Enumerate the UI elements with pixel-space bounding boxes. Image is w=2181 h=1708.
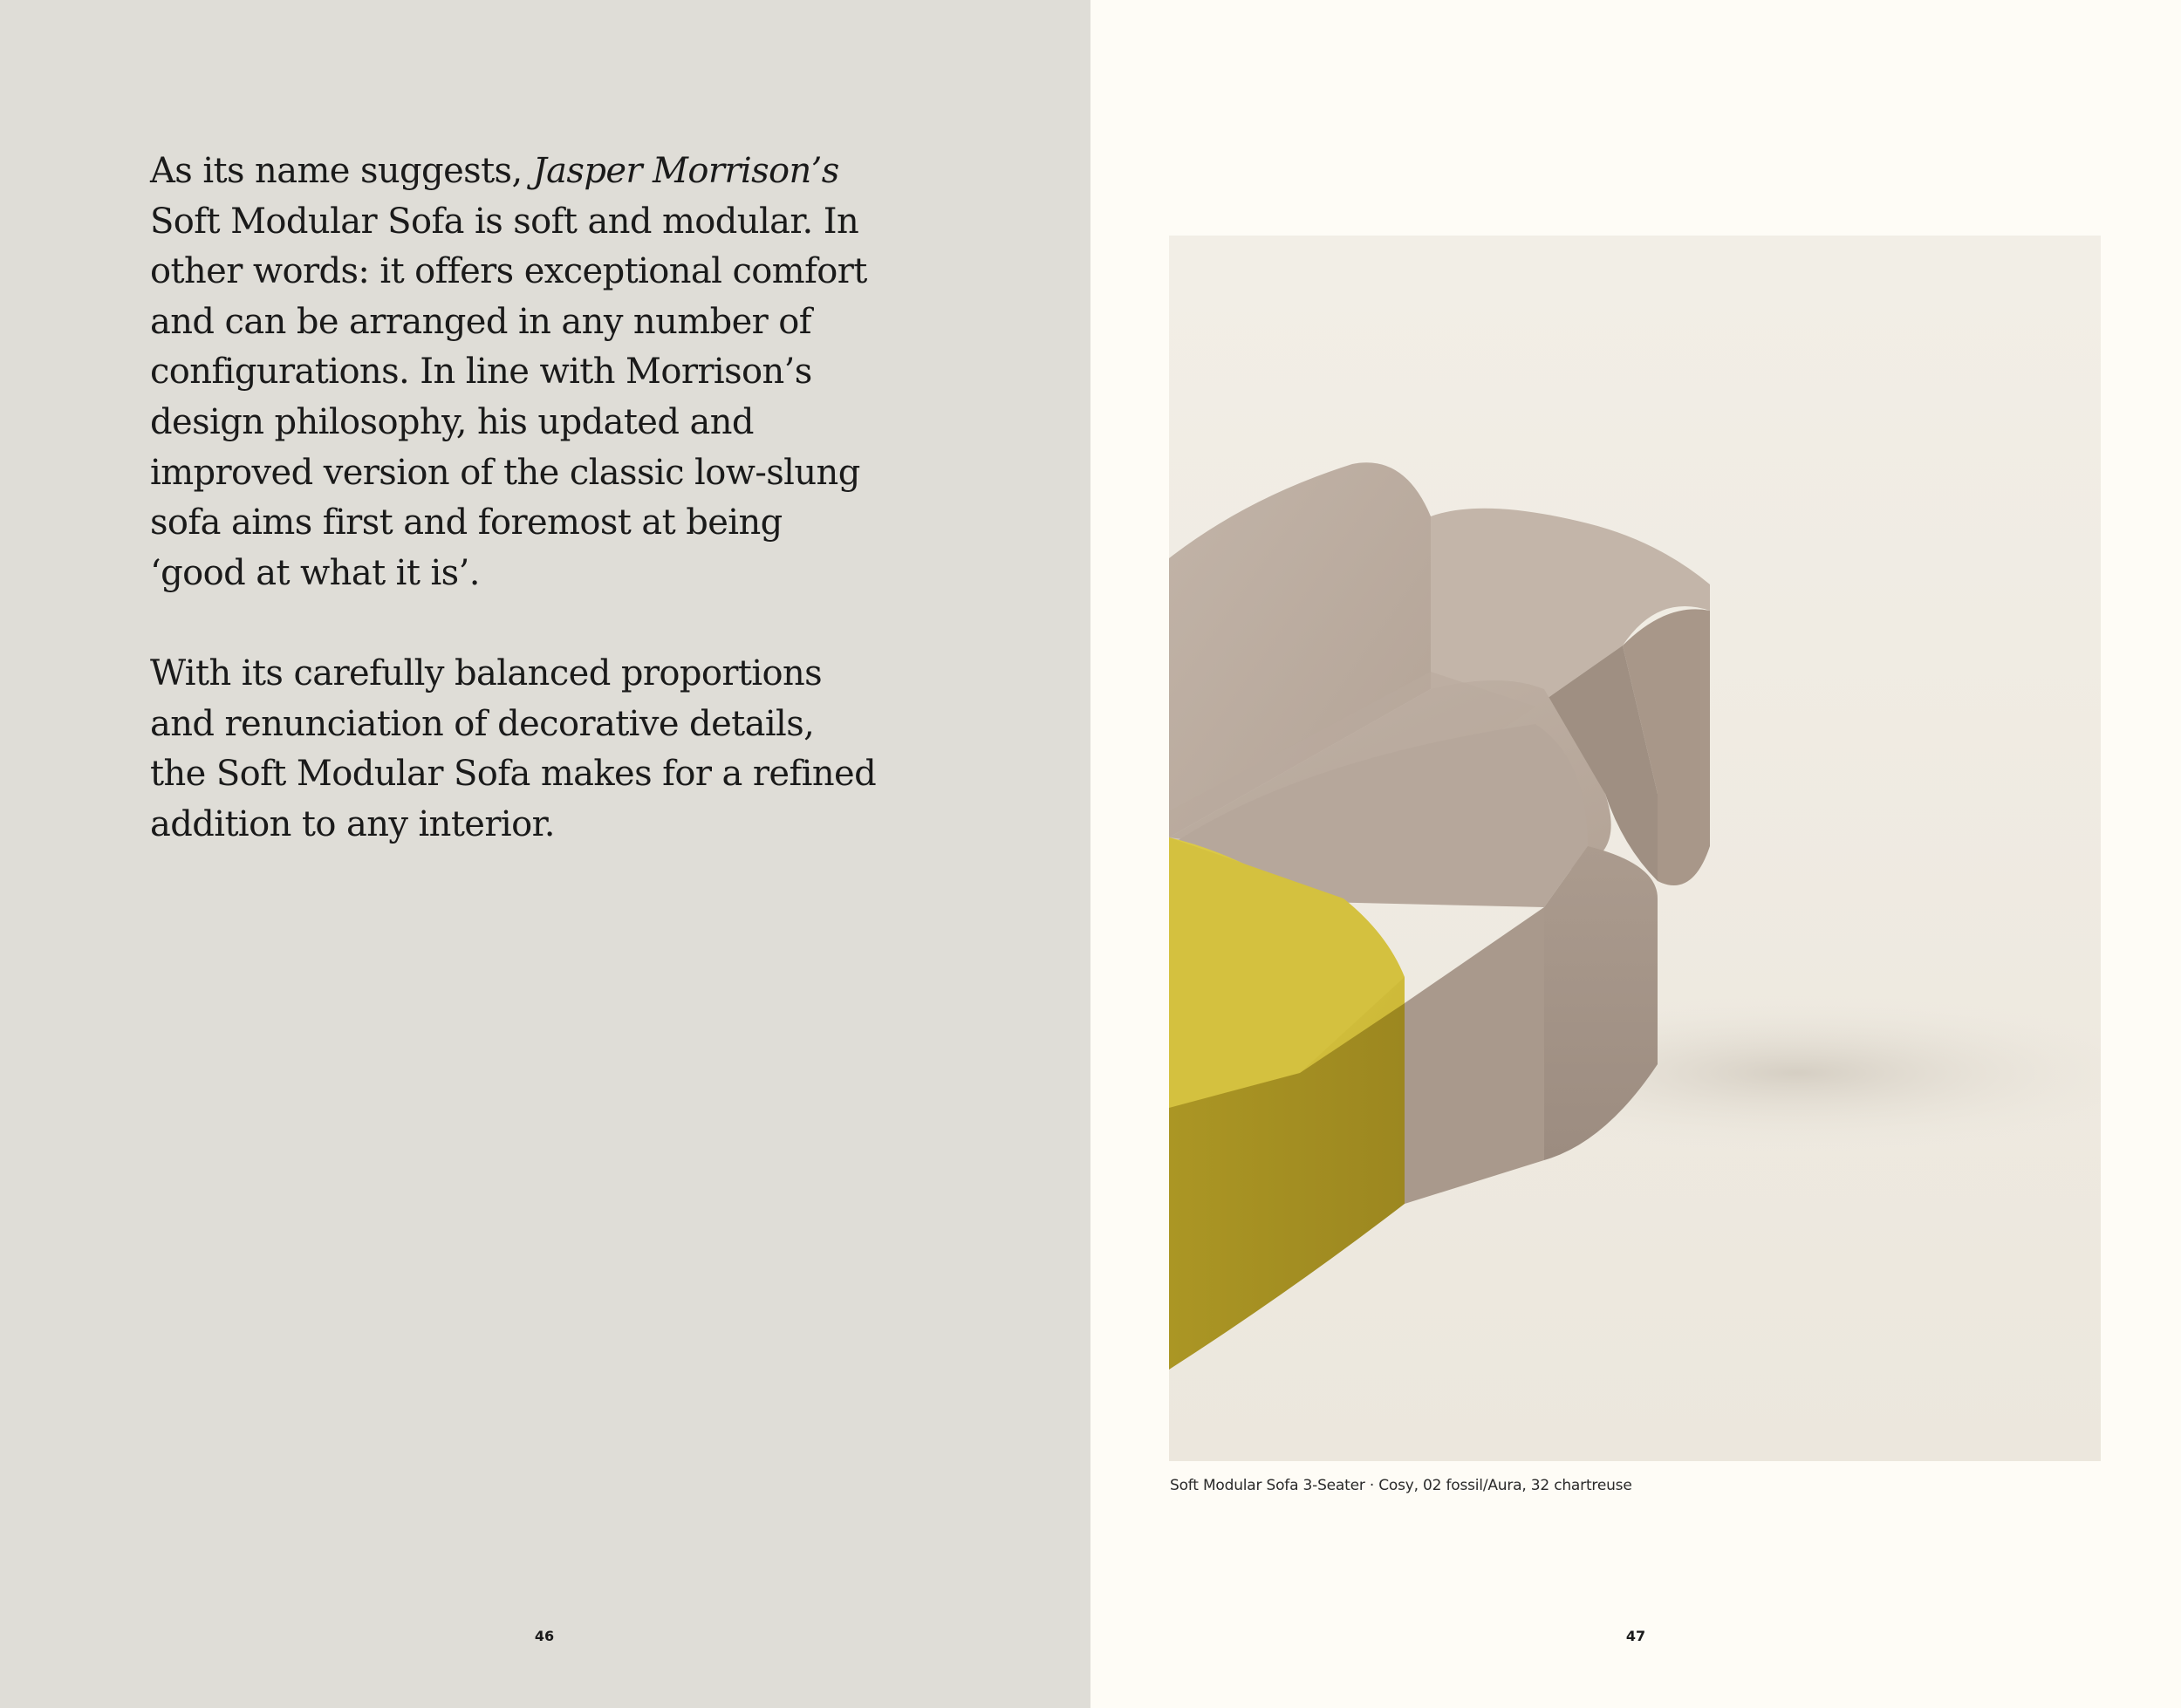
text-line: Soft Modular Sofa is soft and modular. In	[150, 201, 859, 242]
photo-caption: Soft Modular Sofa 3-Seater · Cosy, 02 fossil/Aura, 32 chartreuse	[1170, 1477, 1632, 1494]
text-line: As its name suggests, Jasper Morrison’s	[150, 151, 839, 191]
page-number-right: 47	[1625, 1628, 1646, 1644]
sofa-photo	[1169, 236, 2101, 1461]
paragraph-1	[150, 147, 918, 598]
text-line: sofa aims first and foremost at being	[150, 502, 783, 543]
left-page	[0, 0, 1090, 1708]
sofa-illustration	[1169, 236, 2101, 1461]
text-line: the Soft Modular Sofa makes for a refined	[150, 754, 877, 795]
text-line: other words: it offers exceptional comfort	[150, 251, 867, 292]
body-copy	[150, 147, 918, 900]
text-line: design philosophy, his updated and	[150, 401, 754, 442]
text-line: addition to any interior.	[150, 803, 555, 844]
text-line: ‘good at what it is’.	[150, 552, 480, 593]
text-line: configurations. In line with Morrison’s	[150, 352, 812, 393]
text-line: With its carefully balanced proportions	[150, 652, 823, 693]
page-number-left: 46	[534, 1628, 555, 1644]
text-line: and renunciation of decorative details,	[150, 703, 815, 744]
paragraph-2	[150, 649, 918, 850]
text-line: and can be arranged in any number of	[150, 301, 811, 342]
designer-name: Jasper Morrison’s	[532, 151, 839, 191]
text-line: improved version of the classic low-slung	[150, 452, 860, 493]
